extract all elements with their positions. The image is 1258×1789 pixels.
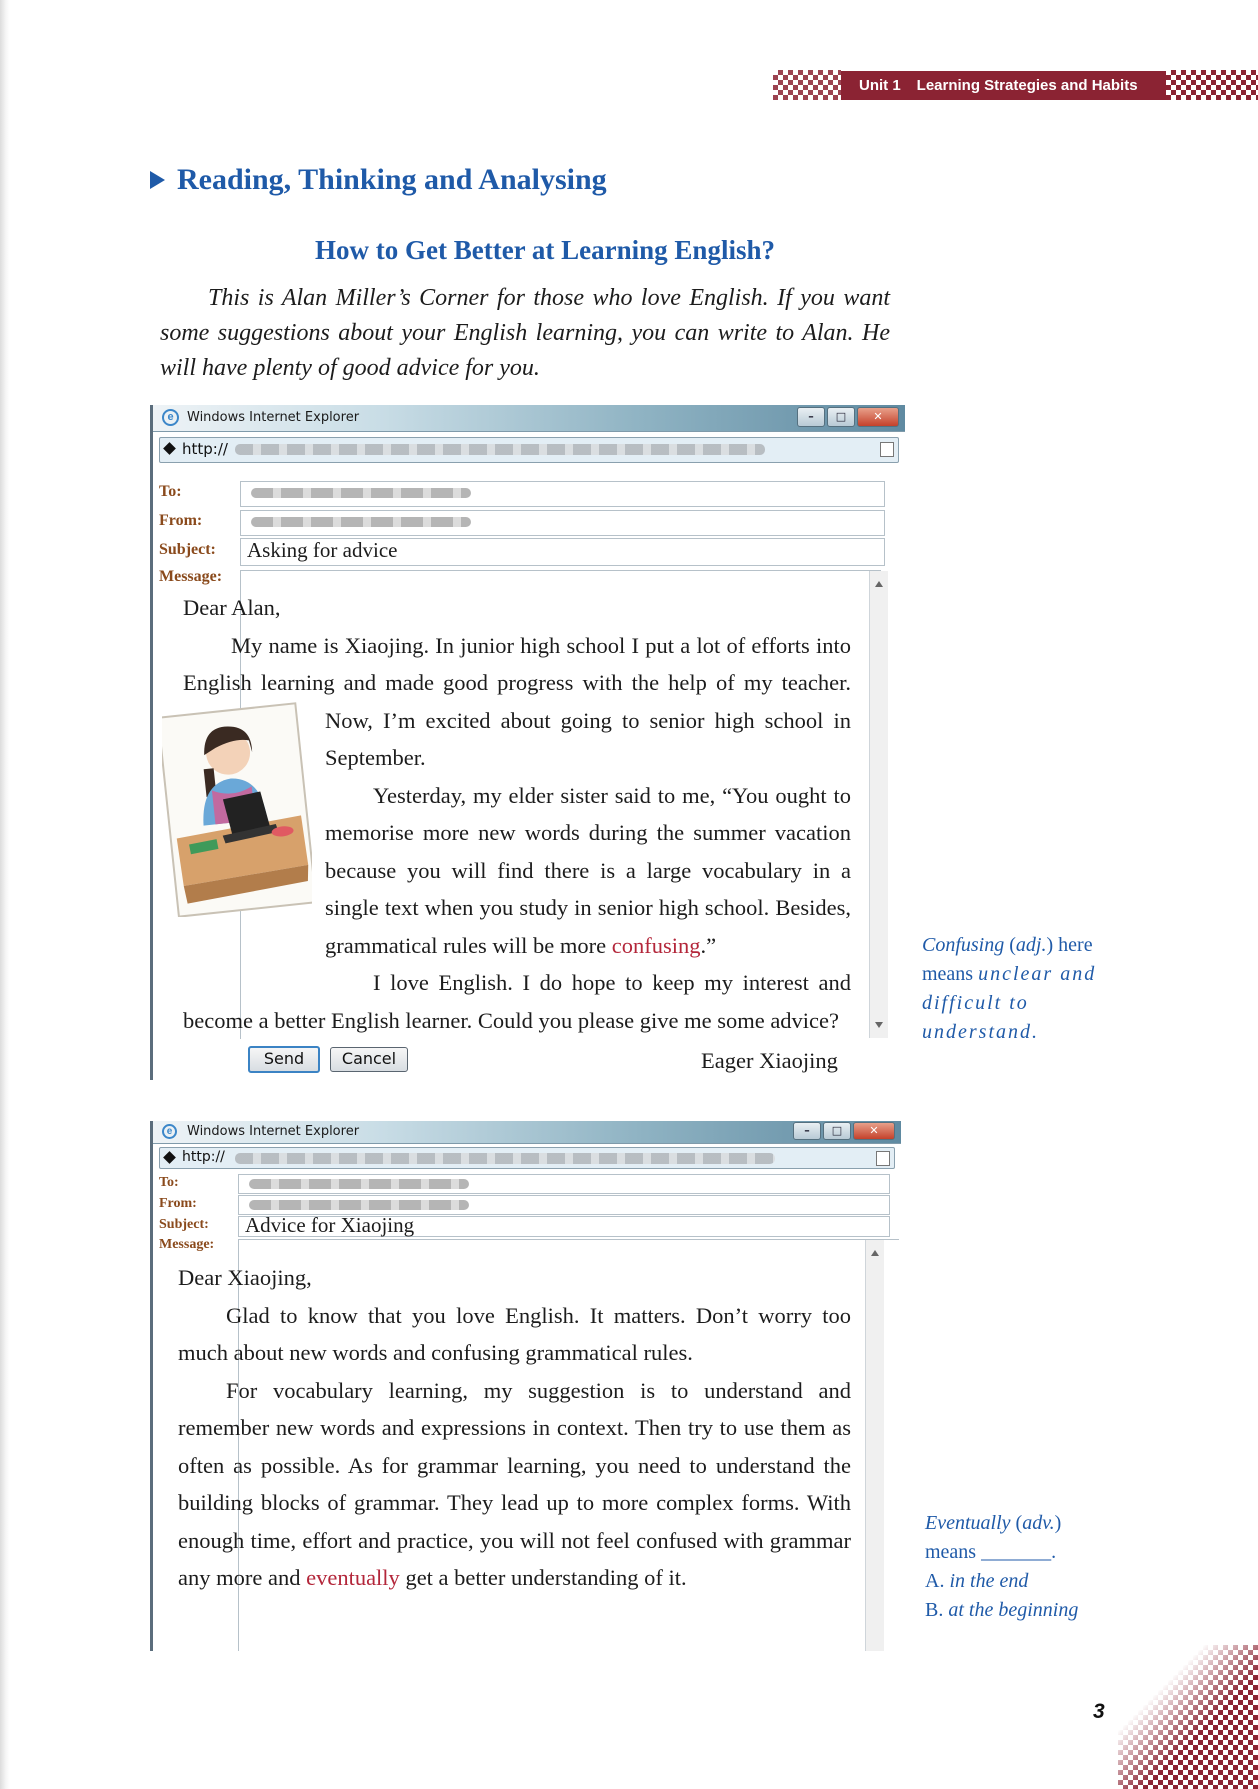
email1-signature: Eager Xiaojing: [701, 1048, 838, 1073]
internet-explorer-icon: e: [162, 1124, 177, 1139]
note1-meaning: unclear and difficult to understand.: [922, 963, 1097, 1043]
address-bar[interactable]: [159, 1147, 895, 1169]
from-field[interactable]: [238, 1195, 890, 1215]
message-label: Message:: [159, 568, 223, 585]
address-url-prefix: http://: [182, 1149, 225, 1165]
email2-body: [178, 1259, 851, 1597]
maximize-icon[interactable]: □: [827, 407, 855, 427]
to-label: To:: [159, 483, 182, 500]
address-arrow-icon: [163, 442, 176, 455]
message-scrollbar[interactable]: [865, 1240, 884, 1651]
to-field[interactable]: [238, 1174, 890, 1194]
intro-paragraph: This is Alan Miller’s Corner for those who love English. If you want some suggestions about your English learning, you can write to Alan. He will have plenty of good advice for you.: [160, 285, 890, 381]
subject-value: Asking for advice: [247, 538, 398, 562]
close-icon[interactable]: ✕: [857, 407, 899, 427]
header-pixel-pattern-left: [773, 70, 841, 100]
close-icon[interactable]: ✕: [853, 1122, 895, 1140]
blurred-address: [251, 517, 471, 527]
cancel-button[interactable]: Cancel: [330, 1047, 408, 1072]
note2-pos: (adv.): [1015, 1512, 1062, 1534]
email2-paragraph-2-end: get a better understanding of it.: [399, 1565, 687, 1590]
subject-label: Subject:: [159, 1217, 209, 1232]
blurred-address: [249, 1179, 469, 1189]
page-edge-shadow: [0, 0, 10, 1789]
message-label: Message:: [159, 1237, 215, 1252]
note2-option-a: in the end: [949, 1570, 1029, 1592]
email1-paragraph-3: I love English. I do hope to keep my interest and become a better English learner. Could you please give me some advice?: [183, 970, 851, 1033]
note2-option-b: at the beginning: [948, 1599, 1079, 1621]
blurred-url: [235, 444, 765, 455]
note2-question: means _______.: [925, 1541, 1057, 1563]
keyword-eventually: eventually: [306, 1565, 400, 1590]
blurred-url: [235, 1153, 775, 1164]
blurred-address: [249, 1200, 469, 1210]
subject-value: Advice for Xiaojing: [245, 1213, 415, 1237]
header-pixel-pattern-right: [1166, 70, 1258, 100]
note2-word: Eventually: [925, 1512, 1011, 1534]
article-title: How to Get Better at Learning English?: [315, 235, 775, 265]
window-title-bar: [153, 1121, 901, 1144]
email1-paragraph-1-text: My name is Xiaojing. In junior high school I put a lot of efforts into English learning and made good progress with the help of my teacher. Now, I’m excited about going to senior high school in September.: [183, 632, 851, 770]
email2-greeting: Dear Xiaojing,: [178, 1265, 312, 1290]
footer-pixel-pattern: [1118, 1645, 1258, 1789]
section-title-text: Reading, Thinking and Analysing: [177, 163, 607, 196]
scroll-up-icon[interactable]: [871, 1250, 879, 1256]
window-title-bar: [153, 405, 905, 432]
window-controls: [795, 407, 899, 427]
email2-paragraph-2-text: For vocabulary learning, my suggestion is to understand and remember new words and expressions in context. Then try to use them as often as possible. As for grammar learning, you need to understand the building blocks of grammar. They lead up to more complex forms. With enough time, effort and practice, you will not feel confused with grammar any more and: [178, 1377, 851, 1590]
from-field[interactable]: [240, 510, 885, 536]
send-button[interactable]: Send: [248, 1046, 320, 1073]
girl-with-laptop-illustration: [162, 702, 312, 917]
subject-label: Subject:: [159, 541, 216, 558]
message-scrollbar[interactable]: [869, 571, 888, 1038]
minimize-icon[interactable]: –: [793, 1122, 821, 1140]
note1-text-1: here: [1053, 934, 1093, 956]
section-title: [150, 163, 607, 197]
subject-field[interactable]: [238, 1213, 890, 1237]
minimize-icon[interactable]: –: [797, 407, 825, 427]
email1-paragraph-2-end: .”: [700, 932, 717, 958]
from-label: From:: [159, 512, 203, 529]
browser-window-2: [150, 1121, 901, 1651]
window-title: Windows Internet Explorer: [187, 410, 360, 425]
note2-option-b-letter: B.: [925, 1599, 944, 1621]
address-arrow-icon: [163, 1151, 176, 1164]
triangle-bullet-icon: [150, 171, 165, 189]
unit-header-band: [841, 71, 1166, 100]
subject-field[interactable]: [240, 538, 885, 566]
compatibility-view-icon[interactable]: [876, 1151, 890, 1166]
scroll-up-icon[interactable]: [875, 581, 883, 587]
note1-word: Confusing: [922, 934, 1005, 956]
compatibility-view-icon[interactable]: [880, 442, 894, 457]
margin-note-confusing: [922, 931, 1132, 1047]
window-title: Windows Internet Explorer: [187, 1124, 360, 1139]
scroll-down-icon[interactable]: [875, 1022, 883, 1028]
window-controls: [791, 1122, 895, 1140]
keyword-confusing: confusing: [611, 932, 701, 958]
to-label: To:: [159, 1175, 179, 1190]
note1-pos: (adj.): [1009, 934, 1054, 956]
email2-paragraph-2: [178, 1372, 851, 1597]
address-url-prefix: http://: [182, 440, 228, 458]
from-label: From:: [159, 1196, 197, 1211]
address-bar[interactable]: [159, 437, 899, 463]
maximize-icon[interactable]: □: [823, 1122, 851, 1140]
email1-greeting: Dear Alan,: [183, 595, 281, 620]
to-field[interactable]: [240, 481, 885, 507]
unit-title: Learning Strategies and Habits: [916, 77, 1138, 94]
margin-note-eventually: [925, 1509, 1125, 1625]
page-number: 3: [1093, 1700, 1105, 1723]
note2-option-a-letter: A.: [925, 1570, 945, 1592]
email2-paragraph-1: Glad to know that you love English. It matters. Don’t worry too much about new words and confusing grammatical rules.: [178, 1302, 851, 1365]
note1-text-2: means: [922, 963, 979, 985]
email1-paragraph-2-text: Yesterday, my elder sister said to me, “You ought to memorise more new words during the summer vacation because you will find there is a large vocabulary in a single text when you study in senior high school. Besides, grammatical rules will be more: [325, 782, 851, 958]
internet-explorer-icon: e: [162, 409, 179, 426]
blurred-address: [251, 488, 471, 498]
unit-number: Unit 1: [859, 77, 901, 94]
